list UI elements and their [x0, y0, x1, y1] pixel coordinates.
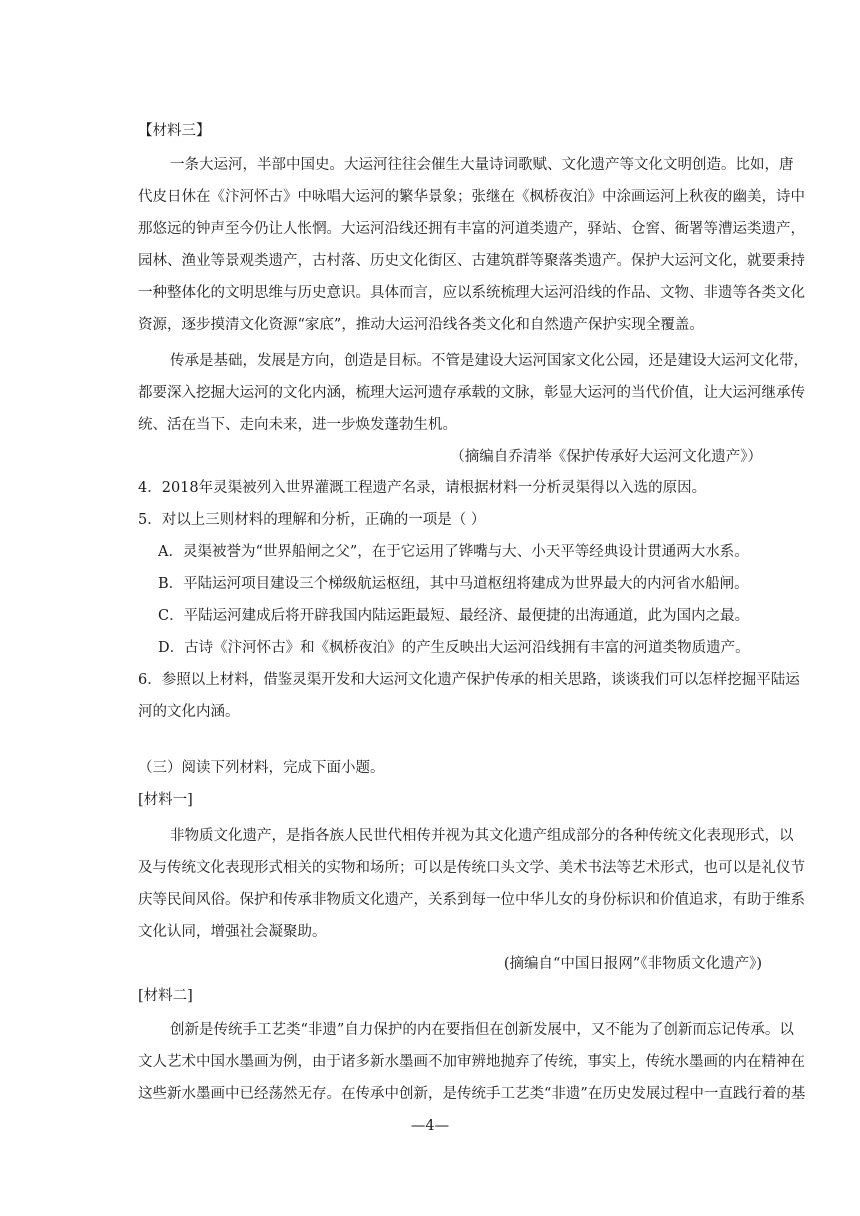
option-c: C．平陆运河建成后将开辟我国内陆运距最短、最经济、最便捷的出海通道，此为国内之最。: [158, 608, 750, 624]
paragraph-line: 那悠远的钟声至今仍让人怅惘。大运河沿线还拥有丰富的河道类遗产，驿站、仓窖、衙署等漕运类遗产，: [138, 221, 805, 237]
question-6: 6．参照以上材料，借鉴灵渠开发和大运河文化遗产保护传承的相关思路，谈谈我们可以怎样挖掘平陆运: [138, 672, 800, 688]
source-citation: (摘编自“中国日报网”《非物质文化遗产》): [503, 956, 762, 972]
paragraph-line: 统、活在当下、走向未来，进一步焕发蓬勃生机。: [138, 417, 457, 433]
section-3-heading: （三）阅读下列材料，完成下面小题。: [138, 760, 385, 776]
paragraph-line: 及与传统文化表现形式相关的实物和场所；可以是传统口头文学、美术书法等艺术形式，也可以是礼仪节: [138, 860, 805, 876]
paragraph-line: 都要深入挖掘大运河的文化内涵，梳理大运河遗存承载的文脉，彰显大运河的当代价值，让大运河继承传: [138, 385, 805, 401]
paragraph-line: 代皮日休在《汴河怀古》中咏唱大运河的繁华景象；张继在《枫桥夜泊》中涂画运河上秋夜的幽美，诗中: [138, 189, 805, 205]
option-a: A．灵渠被誉为“世界船闸之父”，在于它运用了铧嘴与大、小天平等经典设计贯通两大水系。: [158, 544, 749, 560]
option-d: D．古诗《汴河怀古》和《枫桥夜泊》的产生反映出大运河沿线拥有丰富的河道类物质遗产。: [158, 640, 750, 656]
paragraph-line: 非物质文化遗产，是指各族人民世代相传并视为其文化遗产组成部分的各种传统文化表现形式，以: [170, 828, 794, 844]
question-4: 4．2018年灵渠被列入世界灌溉工程遗产名录，请根据材料一分析灵渠得以入选的原因。: [138, 480, 707, 496]
paragraph-line: 文人艺术中国水墨画为例，由于诸多新水墨画不加审辨地抛弃了传统，事实上，传统水墨画的内在精神在: [138, 1054, 805, 1070]
paragraph-line: 文化认同，增强社会凝聚助。: [138, 924, 327, 940]
material3-title: 【材料三】: [138, 123, 211, 139]
paragraph-line: 庆等民间风俗。保护和传承非物质文化遗产，关系到每一位中华儿女的身份标识和价值追求，有助于维系: [138, 892, 805, 908]
material2-title: [材料二]: [138, 988, 193, 1004]
question-5: 5．对以上三则材料的理解和分析，正确的一项是（ ）: [138, 512, 486, 528]
paragraph-line: 一条大运河，半部中国史。大运河往往会催生大量诗词歌赋、文化遗产等文化文明创造。比如，唐: [170, 157, 794, 173]
paragraph-line: 传承是基础，发展是方向，创造是目标。不管是建设大运河国家文化公园，还是建设大运河文化带，: [170, 353, 808, 369]
paragraph-line: 这些新水墨画中已经荡然无存。在传承中创新，是传统手工艺类“非遗”在历史发展过程中一直践行着的基: [138, 1086, 806, 1102]
paragraph-line: 园林、渔业等景观类遗产，古村落、历史文化街区、古建筑群等聚落类遗产。保护大运河文化，就要秉持: [138, 253, 805, 269]
question-6-cont: 河的文化内涵。: [138, 704, 240, 720]
paragraph-line: 创新是传统手工艺类“非遗”自力保护的内在要指但在创新发展中，又不能为了创新而忘记传承。以: [170, 1022, 794, 1038]
material1-title: [材料一]: [138, 792, 193, 808]
page-number: —4—: [410, 1118, 450, 1134]
paragraph-line: 一种整体化的文明思维与历史意识。具体而言，应以系统梳理大运河沿线的作品、文物、非遗等各类文化: [138, 285, 805, 301]
source-citation: （摘编自乔清举《保护传承好大运河文化遗产》）: [450, 449, 762, 465]
paragraph-line: 资源，逐步摸清文化资源“家底”，推动大运河沿线各类文化和自然遗产保护实现全覆盖。: [138, 317, 704, 333]
option-b: B．平陆运河项目建设三个梯级航运枢纽，其中马道枢纽将建成为世界最大的内河省水船闸。: [158, 576, 749, 592]
